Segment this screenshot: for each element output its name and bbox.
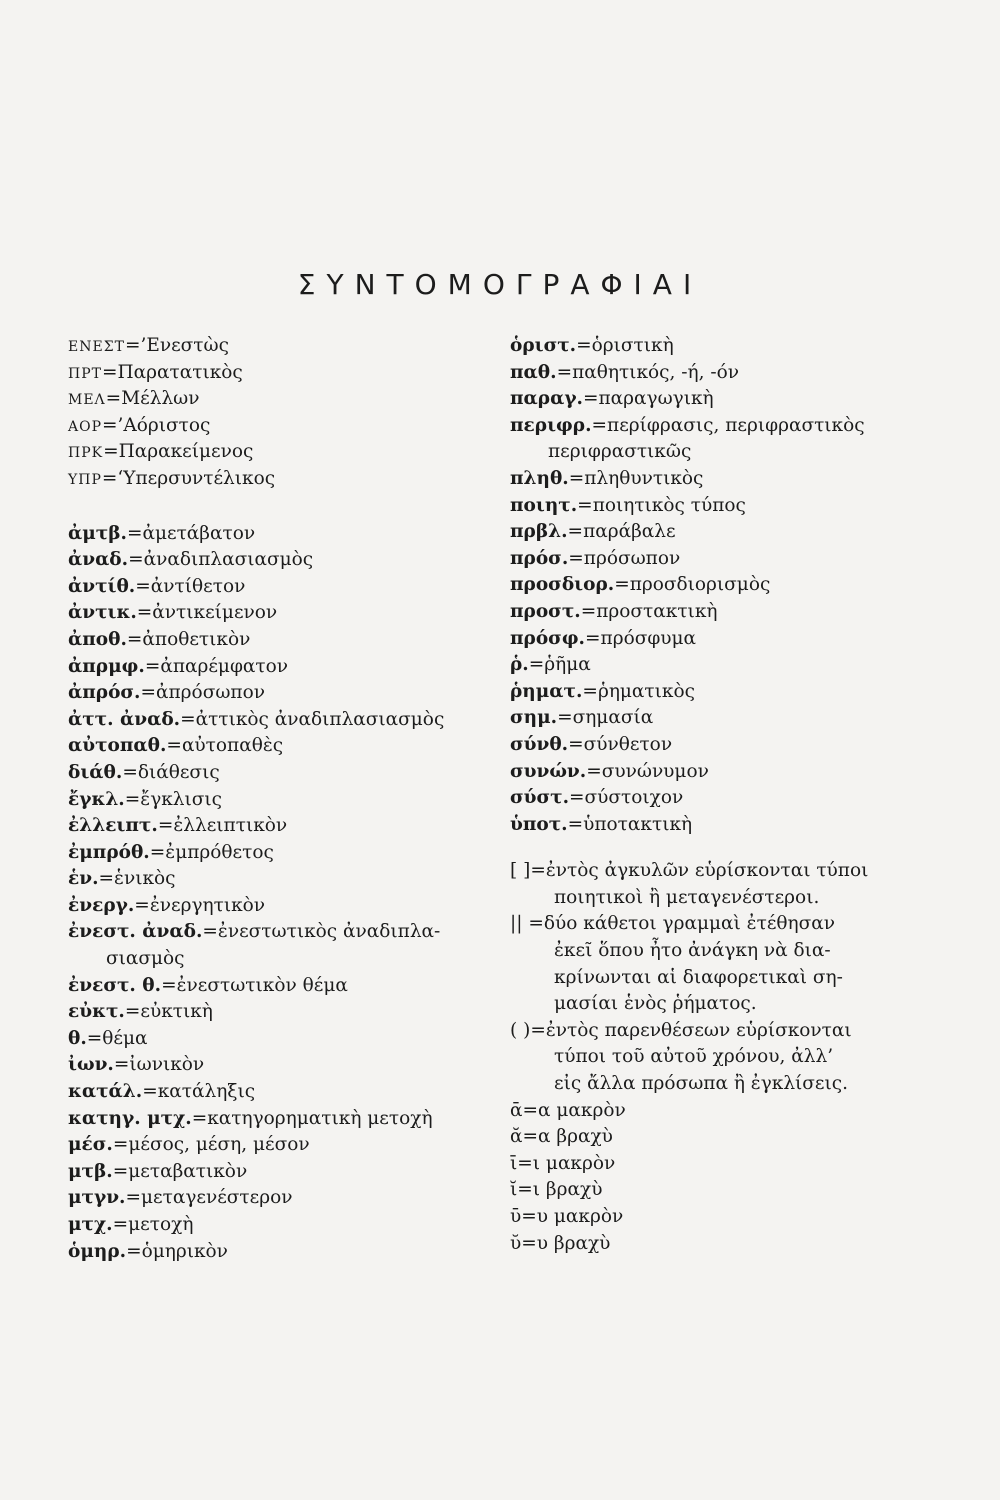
definition: ὑποτακτικὴ (583, 813, 693, 835)
equals-sign: = (142, 1081, 158, 1103)
definition: πληθυντικὸς (584, 467, 704, 489)
abbreviation-entry (68, 1079, 478, 1106)
definition: ἐνεστωτικὸς ἀναδιπλα- (217, 921, 441, 943)
equals-sign: = (126, 522, 143, 544)
equals-sign: = (166, 735, 182, 757)
group-spacer (68, 493, 478, 521)
abbreviation: ῥηματ. (510, 680, 583, 702)
equals-sign: = (134, 894, 150, 916)
symbol-definition: ἐντὸς ἀγκυλῶν εὑρίσκονται τύποι (545, 860, 869, 882)
equals-sign: = (202, 921, 218, 943)
definition: κατηγορηματικὴ μετοχὴ (207, 1107, 433, 1129)
equals-sign: = (568, 733, 584, 755)
abbreviation: ἐνεστ. θ. (68, 974, 162, 996)
equals-sign: = (112, 1214, 129, 1235)
symbol-definition-continuation: ποιητικοὶ ἢ μεταγενέστεροι. (554, 886, 820, 908)
definition: Μέλλων (121, 388, 200, 410)
abbreviation: παραγ. (510, 388, 583, 410)
abbreviation: ὑποτ. (510, 813, 568, 835)
abbreviation: σύστ. (510, 787, 570, 809)
abbreviation: ἀποθ. (68, 628, 127, 650)
abbreviation-entry (510, 626, 930, 653)
equals-sign: = (517, 1179, 533, 1201)
definition: ἑνικὸς (114, 868, 176, 890)
equals-sign: = (101, 467, 118, 489)
definition: αὐτοπαθὲς (181, 735, 284, 757)
abbreviation-entry (68, 840, 478, 867)
definition: συνώνυμον (601, 760, 709, 782)
definition: ἀπαρέμφατον (160, 655, 289, 677)
equals-sign: = (126, 1240, 142, 1262)
abbreviation: ὁριστ. (510, 335, 577, 356)
abbreviation-entry (68, 1052, 478, 1079)
symbol: ῑ (510, 1152, 518, 1174)
symbol-entry (510, 1204, 930, 1231)
equals-sign: = (585, 627, 601, 649)
abbreviation: ἑν. (68, 868, 99, 890)
definition: διάθεσις (137, 761, 220, 783)
abbreviation-entry (510, 812, 930, 839)
equals-sign: = (126, 628, 143, 650)
definition: ῥηματικὸς (597, 680, 695, 702)
abbreviation-entry (68, 333, 478, 360)
symbol-definition: ι μακρὸν (532, 1152, 616, 1174)
abbreviation-entry (510, 519, 930, 546)
equals-sign: = (103, 441, 119, 463)
symbol-entry (510, 1231, 930, 1258)
abbreviation: ἐνεστ. ἀναδ. (68, 921, 203, 943)
definition-continuation: περιφραστικῶς (548, 441, 692, 463)
abbreviation: διάθ. (68, 761, 123, 783)
definition: μεταγενέστερον (141, 1187, 293, 1209)
definition: ὁριστικὴ (591, 335, 674, 356)
definition: μεταβατικὸν (128, 1160, 248, 1182)
definition: προστακτικὴ (596, 600, 718, 622)
symbol-definition: υ μακρὸν (536, 1206, 624, 1227)
page-title: ΣΥΝΤΟΜΟΓΡΑΦΙΑΙ (297, 268, 703, 301)
definition: ἀντίθετον (150, 575, 246, 597)
symbol-definition-continuation: εἰς ἄλλα πρόσωπα ἢ ἐγκλίσεις. (554, 1073, 849, 1095)
abbreviation: περιφρ. (510, 414, 592, 436)
equals-sign: = (101, 361, 118, 383)
symbol-definition-continuation: ἐκεῖ ὅπου ἦτο ἀνάγκη νὰ δια- (554, 940, 831, 962)
equals-sign: = (557, 707, 573, 729)
abbreviation-entry (510, 652, 930, 679)
equals-sign: = (591, 414, 608, 436)
abbreviation-entry (68, 813, 478, 840)
equals-sign: = (86, 1027, 103, 1049)
symbol-entry (510, 1124, 930, 1151)
definition: ὁμηρικὸν (141, 1240, 228, 1262)
definition: ἀντικείμενον (152, 602, 278, 624)
symbol: ῠ (510, 1232, 522, 1254)
abbreviation: ΜΕΛ (68, 392, 106, 409)
definition: μετοχὴ (128, 1214, 194, 1235)
definition: ἀναδιπλασιασμὸς (143, 549, 314, 571)
right-abbreviation-list (510, 333, 930, 838)
abbreviation-entry (510, 413, 930, 440)
symbol-definition: υ βραχὺ (536, 1232, 611, 1254)
abbreviation-entry (510, 546, 930, 573)
abbreviation-entry (68, 547, 478, 574)
equals-sign: = (614, 574, 630, 596)
definition: παθητικός, -ή, -όν (572, 361, 739, 383)
definition: μέσος, μέση, μέσον (128, 1134, 310, 1156)
abbreviation: μτχ. (68, 1214, 113, 1235)
equals-sign: = (149, 841, 166, 863)
definition: ἀπρόσωπον (156, 682, 265, 704)
equals-sign: = (521, 1206, 537, 1227)
definition: Παρακείμενος (118, 441, 254, 463)
abbreviation: σύνθ. (510, 733, 569, 755)
abbreviation-entry (510, 466, 930, 493)
abbreviation-entry (510, 599, 930, 626)
abbreviation: ΕΝΕΣΤ (68, 339, 125, 355)
abbreviation-entry (510, 732, 930, 759)
definition: προσδιορισμὸς (629, 574, 771, 596)
abbreviation: ποιητ. (510, 494, 578, 516)
definition: ἰωνικὸν (129, 1054, 205, 1076)
abbreviation-entry (68, 866, 478, 893)
equals-sign: = (567, 521, 584, 543)
abbreviation-entry (68, 707, 478, 734)
abbreviation: ἀττ. ἀναδ. (68, 708, 181, 730)
symbol: ( ) (510, 1019, 531, 1041)
definition: κατάληξις (157, 1081, 256, 1103)
abbreviation: κατηγ. μτχ. (68, 1107, 192, 1129)
definition: θέμα (102, 1027, 148, 1049)
equals-sign: = (161, 974, 177, 996)
definition: ῥῆμα (544, 654, 591, 676)
symbol: || (510, 913, 529, 935)
symbol-entry (510, 1018, 930, 1045)
abbreviation-entry (68, 1239, 478, 1266)
definition: ἐνεστωτικὸν θέμα (176, 974, 348, 996)
symbol: ᾱ (510, 1099, 523, 1121)
equals-sign: = (140, 682, 157, 704)
abbreviation-entry (68, 760, 478, 787)
equals-sign: = (112, 1134, 129, 1156)
equals-sign: = (582, 680, 598, 702)
abbreviation: μτγν. (68, 1187, 126, 1209)
definition: εὐκτικὴ (140, 1001, 213, 1023)
abbreviation: ΥΠΡ (68, 471, 102, 488)
definition: σύστοιχον (584, 787, 684, 809)
symbol-entry (510, 858, 930, 885)
definition: παράβαλε (583, 521, 676, 543)
abbreviation: κατάλ. (68, 1081, 143, 1103)
definition: Παρατατικὸς (117, 361, 243, 383)
equals-sign: = (125, 1187, 141, 1209)
symbol-definition: α βραχὺ (538, 1126, 613, 1148)
definition: ἐνεργητικὸν (149, 894, 266, 916)
symbol-entry (510, 1177, 930, 1204)
abbreviation: πρόσ. (510, 547, 569, 569)
equals-sign: = (128, 549, 144, 571)
abbreviation: ἀντίθ. (68, 575, 136, 597)
abbreviation: πρόσφ. (510, 627, 586, 649)
definition: ἐλλειπτικὸν (173, 815, 288, 837)
equals-sign: = (122, 761, 138, 783)
symbol-definition: α μακρὸν (538, 1099, 626, 1121)
abbreviation: ὁμηρ. (68, 1240, 127, 1262)
abbreviation-entry (68, 627, 478, 654)
equals-sign: = (568, 547, 584, 569)
abbreviation-entry (510, 679, 930, 706)
abbreviation: ῥ. (510, 654, 529, 676)
equals-sign: = (521, 1232, 537, 1254)
abbreviation: ἀντικ. (68, 602, 137, 624)
abbreviation-entry (68, 521, 478, 548)
abbreviation: ἐμπρόθ. (68, 841, 150, 863)
abbreviation-entry (68, 973, 478, 1000)
abbreviation-entry (68, 919, 478, 946)
equals-sign: = (530, 1019, 546, 1041)
equals-sign: = (112, 1160, 129, 1182)
abbreviation-entry (510, 572, 930, 599)
equals-sign: = (517, 1152, 533, 1174)
equals-sign: = (124, 335, 141, 356)
definition: περίφρασις, περιφραστικὸς (607, 414, 865, 436)
equals-sign: = (580, 600, 597, 622)
definition: ’Αόριστος (117, 414, 211, 436)
left-column (68, 333, 478, 1265)
abbreviation: ΑΟΡ (68, 418, 103, 435)
symbol: ῡ (510, 1206, 522, 1227)
tense-abbreviations (68, 333, 478, 493)
abbreviation: παθ. (510, 361, 557, 383)
equals-sign: = (586, 760, 602, 782)
definition: ποιητικὸς τύπος (592, 494, 746, 516)
equals-sign: = (576, 335, 592, 356)
symbol: [ ] (510, 860, 531, 882)
equals-sign: = (569, 787, 585, 809)
abbreviation: ἐνεργ. (68, 894, 135, 916)
definition: ἀττικὸς ἀναδιπλασιασμὸς (195, 708, 445, 730)
abbreviation-entry (68, 654, 478, 681)
symbol-definition: ἐντὸς παρενθέσεων εὑρίσκονται (545, 1019, 852, 1041)
abbreviation-entry (68, 1026, 478, 1053)
abbreviation: ἀναδ. (68, 549, 129, 571)
abbreviation-entry (510, 705, 930, 732)
abbreviation: ἐλλειπτ. (68, 815, 158, 837)
abbreviation: σημ. (510, 707, 558, 729)
symbol-definition-continuation: μασίαι ἑνὸς ῥήματος. (554, 993, 757, 1015)
abbreviation: ΠΡΤ (68, 365, 102, 382)
equals-sign: = (124, 1001, 141, 1023)
right-column (510, 333, 930, 1257)
abbreviation: ἔγκλ. (68, 788, 125, 810)
abbreviation: ἀπρμφ. (68, 655, 145, 677)
symbol-entry (510, 1098, 930, 1125)
abbreviation-entry (68, 1159, 478, 1186)
definition: ἀποθετικὸν (142, 628, 251, 650)
abbreviation: προσδιορ. (510, 574, 615, 596)
abbreviation-entry (68, 1212, 478, 1239)
equals-sign: = (157, 815, 174, 837)
left-abbreviation-list (68, 521, 478, 1266)
abbreviation-entry (68, 574, 478, 601)
group-spacer (510, 838, 930, 858)
abbreviation-entry (68, 733, 478, 760)
definition: ἀμετάβατον (142, 522, 256, 544)
definition-continuation: σιασμὸς (106, 948, 185, 970)
abbreviation: μτβ. (68, 1160, 113, 1182)
equals-sign: = (522, 1126, 539, 1148)
equals-sign: = (528, 654, 545, 676)
equals-sign: = (102, 414, 118, 436)
abbreviation-entry (68, 893, 478, 920)
definition: ’Ενεστὼς (140, 335, 229, 356)
symbol: ᾰ (510, 1126, 523, 1148)
abbreviation-entry (510, 785, 930, 812)
definition: πρόσωπον (583, 547, 681, 569)
abbreviation-entry (68, 1185, 478, 1212)
definition: πρόσφυμα (600, 627, 697, 649)
definition: ἔγκλισις (140, 788, 223, 810)
equals-sign: = (124, 788, 141, 810)
symbol-entry (510, 911, 930, 938)
definition: παραγωγικὴ (598, 388, 714, 410)
abbreviation-entry (68, 999, 478, 1026)
equals-sign: = (180, 708, 196, 730)
abbreviation-entry (68, 439, 478, 466)
equals-sign: = (522, 1099, 539, 1121)
abbreviation-entry (510, 333, 930, 360)
abbreviation: ἰων. (68, 1054, 114, 1076)
abbreviation-entry (510, 759, 930, 786)
definition: σύνθετον (583, 733, 673, 755)
equals-sign: = (567, 813, 584, 835)
equals-sign: = (98, 868, 115, 890)
abbreviation-entry (68, 413, 478, 440)
abbreviation: προστ. (510, 600, 581, 622)
equals-sign: = (582, 388, 599, 410)
symbol-definition-continuation: τύποι τοῦ αὐτοῦ χρόνου, ἀλλ’ (554, 1046, 834, 1068)
abbreviation-entry (68, 1132, 478, 1159)
abbreviation: πρβλ. (510, 521, 568, 543)
abbreviation: ΠΡΚ (68, 445, 104, 462)
equals-sign: = (530, 860, 546, 882)
abbreviation: πληθ. (510, 467, 569, 489)
equals-sign: = (136, 602, 153, 624)
abbreviation: εὐκτ. (68, 1001, 125, 1023)
abbreviation-entry (68, 386, 478, 413)
abbreviation-entry (510, 386, 930, 413)
definition: ‘Υπερσυντέλικος (117, 467, 276, 489)
symbol-definition-continuation: κρίνωνται αἱ διαφορετικαὶ ση- (554, 966, 843, 988)
equals-sign: = (568, 467, 585, 489)
equals-sign: = (144, 655, 161, 677)
abbreviation-entry (510, 360, 930, 387)
equals-sign: = (191, 1107, 208, 1129)
abbreviation: μέσ. (68, 1134, 113, 1156)
symbol-entry (510, 1151, 930, 1178)
abbreviation: συνών. (510, 760, 587, 782)
definition: σημασία (572, 707, 654, 729)
symbol-definition: δύο κάθετοι γραμμαὶ ἐτέθησαν (543, 913, 835, 935)
equals-sign: = (528, 913, 544, 935)
equals-sign: = (113, 1054, 130, 1076)
equals-sign: = (105, 388, 122, 410)
abbreviation-entry (68, 787, 478, 814)
equals-sign: = (135, 575, 151, 597)
abbreviation-entry (68, 600, 478, 627)
abbreviation-entry (68, 680, 478, 707)
abbreviation-entry (68, 360, 478, 387)
abbreviation: αὐτοπαθ. (68, 735, 167, 757)
symbol-definition: ι βραχὺ (532, 1179, 603, 1201)
symbol-legend (510, 858, 930, 1257)
equals-sign: = (577, 494, 593, 516)
abbreviation: ἀμτβ. (68, 522, 127, 544)
abbreviation: θ. (68, 1027, 87, 1049)
definition: ἐμπρόθετος (165, 841, 274, 863)
abbreviation: ἀπρόσ. (68, 682, 141, 704)
abbreviation-entry (510, 493, 930, 520)
abbreviation-entry (68, 466, 478, 493)
abbreviation-entry (68, 1106, 478, 1133)
symbol: ῐ (510, 1179, 518, 1201)
equals-sign: = (556, 361, 573, 383)
